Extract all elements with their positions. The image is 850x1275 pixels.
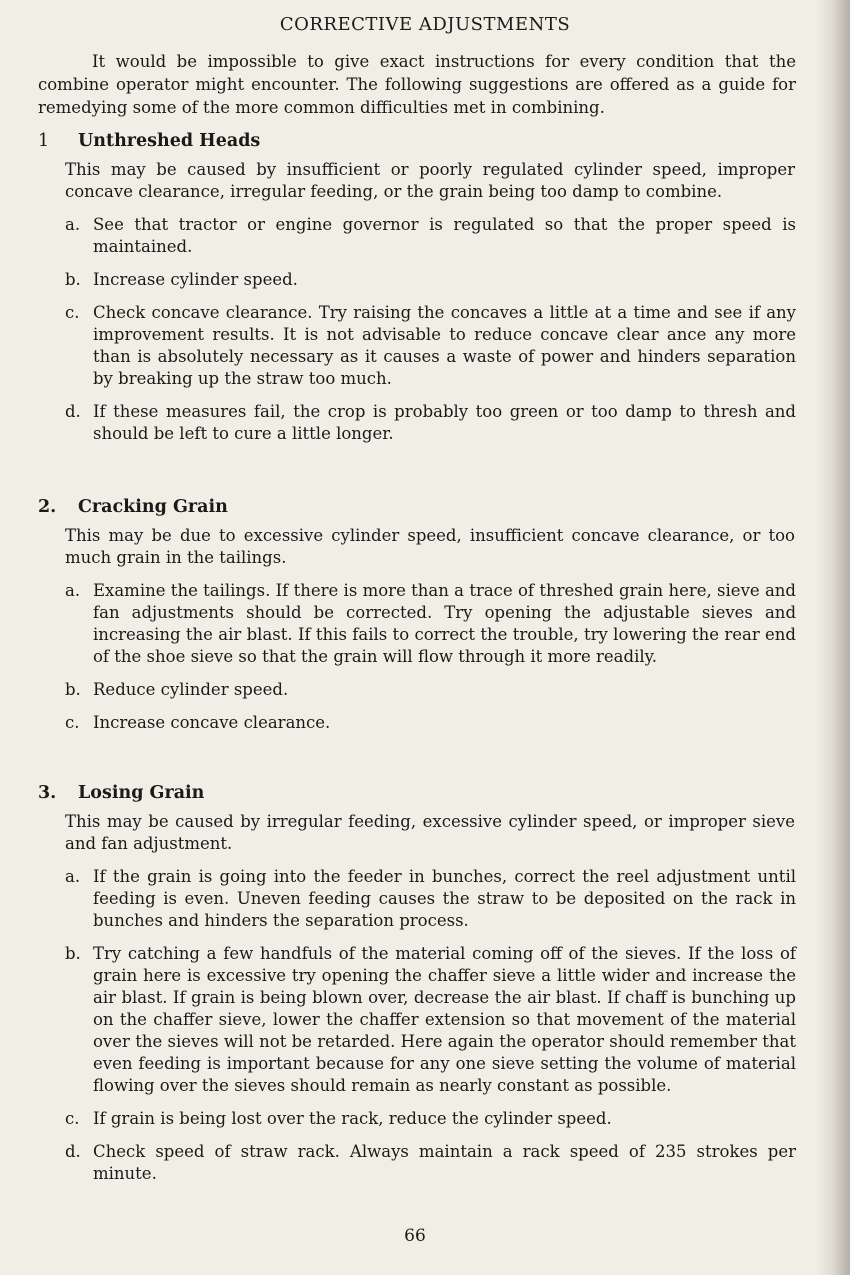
item-letter: a. bbox=[65, 867, 81, 886]
item-text: If these measures fail, the crop is probably too green or too damp to thresh and should be left to cure a little longer. bbox=[93, 402, 796, 443]
item-text: If grain is being lost over the rack, reduce the cylinder speed. bbox=[93, 1109, 612, 1128]
section-description: This may be caused by irregular feeding, excessive cylinder speed, or improper sieve and fan adjustment. bbox=[65, 812, 795, 853]
section-title: Losing Grain bbox=[78, 783, 205, 803]
list-item bbox=[65, 679, 796, 701]
section-number: 2. bbox=[38, 497, 57, 517]
item-letter: c. bbox=[65, 303, 80, 322]
item-text: If the grain is going into the feeder in bunches, correct the reel adjustment until feeding is even. Uneven feeding causes the straw to be deposited on the rack in bunches and hinders the separation process. bbox=[93, 867, 796, 930]
item-text: Check concave clearance. Try raising the concaves a little at a time and see if any improvement results. It is not advisable to reduce concave clear ance any more than is absolutely necessary as it causes a waste of power and hinders separation by breaking up the straw too much. bbox=[93, 303, 796, 388]
page-edge-shadow bbox=[816, 0, 850, 1275]
item-text: Reduce cylinder speed. bbox=[93, 680, 289, 699]
page-title: CORRECTIVE ADJUSTMENTS bbox=[279, 14, 571, 35]
intro-paragraph: It would be impossible to give exact instructions for every condition that the combine operator might encounter. The following suggestions are offered as a guide for remedying some of the more common difficulties met in combining. bbox=[38, 52, 796, 117]
section-unthreshed-heads bbox=[38, 128, 798, 445]
item-letter: a. bbox=[65, 581, 81, 600]
item-letter: c. bbox=[65, 1109, 80, 1128]
item-text: Increase concave clearance. bbox=[93, 713, 331, 732]
section-cracking-grain bbox=[38, 494, 798, 734]
section-heading bbox=[38, 494, 798, 520]
item-text: See that tractor or engine governor is regulated so that the proper speed is maintained. bbox=[93, 215, 796, 256]
section-title: Cracking Grain bbox=[78, 497, 228, 517]
item-letter: a. bbox=[65, 215, 81, 234]
item-text: Check speed of straw rack. Always maintain a rack speed of 235 strokes per minute. bbox=[93, 1142, 796, 1183]
list-item bbox=[65, 1108, 796, 1130]
item-letter: b. bbox=[65, 944, 81, 963]
item-letter: b. bbox=[65, 680, 81, 699]
section-heading bbox=[38, 780, 798, 806]
list-item bbox=[65, 712, 796, 734]
section-number: 3. bbox=[38, 783, 57, 803]
list-item bbox=[65, 401, 796, 445]
section-title: Unthreshed Heads bbox=[78, 131, 261, 151]
item-text: Try catching a few handfuls of the material coming off of the sieves. If the loss of grain here is excessive try opening the chaffer sieve a little wider and increase the air blast. If grain is being blown over, decrease the air blast. If chaff is bunching up on the chaffer sieve, lower the chaffer extension so that movement of the material over the sieves will not be retarded. Here again the operator should remember that even feeding is important because for any one sieve setting the volume of material flowing over the sieves should remain as nearly constant as possible. bbox=[93, 944, 796, 1095]
item-text: Examine the tailings. If there is more than a trace of threshed grain here, sieve and fan adjustments should be corrected. Try opening the adjustable sieves and increasing the air blast. If this fails to correct the trouble, try lowering the rear end of the shoe sieve so that the grain will flow through it more readily. bbox=[93, 581, 796, 666]
section-number: 1 bbox=[38, 131, 50, 151]
list-item bbox=[65, 269, 796, 291]
section-heading bbox=[38, 128, 798, 154]
item-letter: d. bbox=[65, 1142, 81, 1161]
list-item bbox=[65, 1141, 796, 1185]
section-description: This may be caused by insufficient or poorly regulated cylinder speed, improper concave clearance, irregular feeding, or the grain being too damp to combine. bbox=[65, 160, 795, 201]
page-number: 66 bbox=[404, 1226, 426, 1246]
item-letter: b. bbox=[65, 270, 81, 289]
section-losing-grain bbox=[38, 780, 798, 1185]
section-description: This may be due to excessive cylinder speed, insufficient concave clearance, or too much grain in the tailings. bbox=[65, 526, 795, 567]
list-item bbox=[65, 580, 796, 668]
item-letter: c. bbox=[65, 713, 80, 732]
list-item bbox=[65, 302, 796, 390]
list-item bbox=[65, 943, 796, 1097]
list-item bbox=[65, 866, 796, 932]
item-text: Increase cylinder speed. bbox=[93, 270, 298, 289]
list-item bbox=[65, 214, 796, 258]
item-letter: d. bbox=[65, 402, 81, 421]
